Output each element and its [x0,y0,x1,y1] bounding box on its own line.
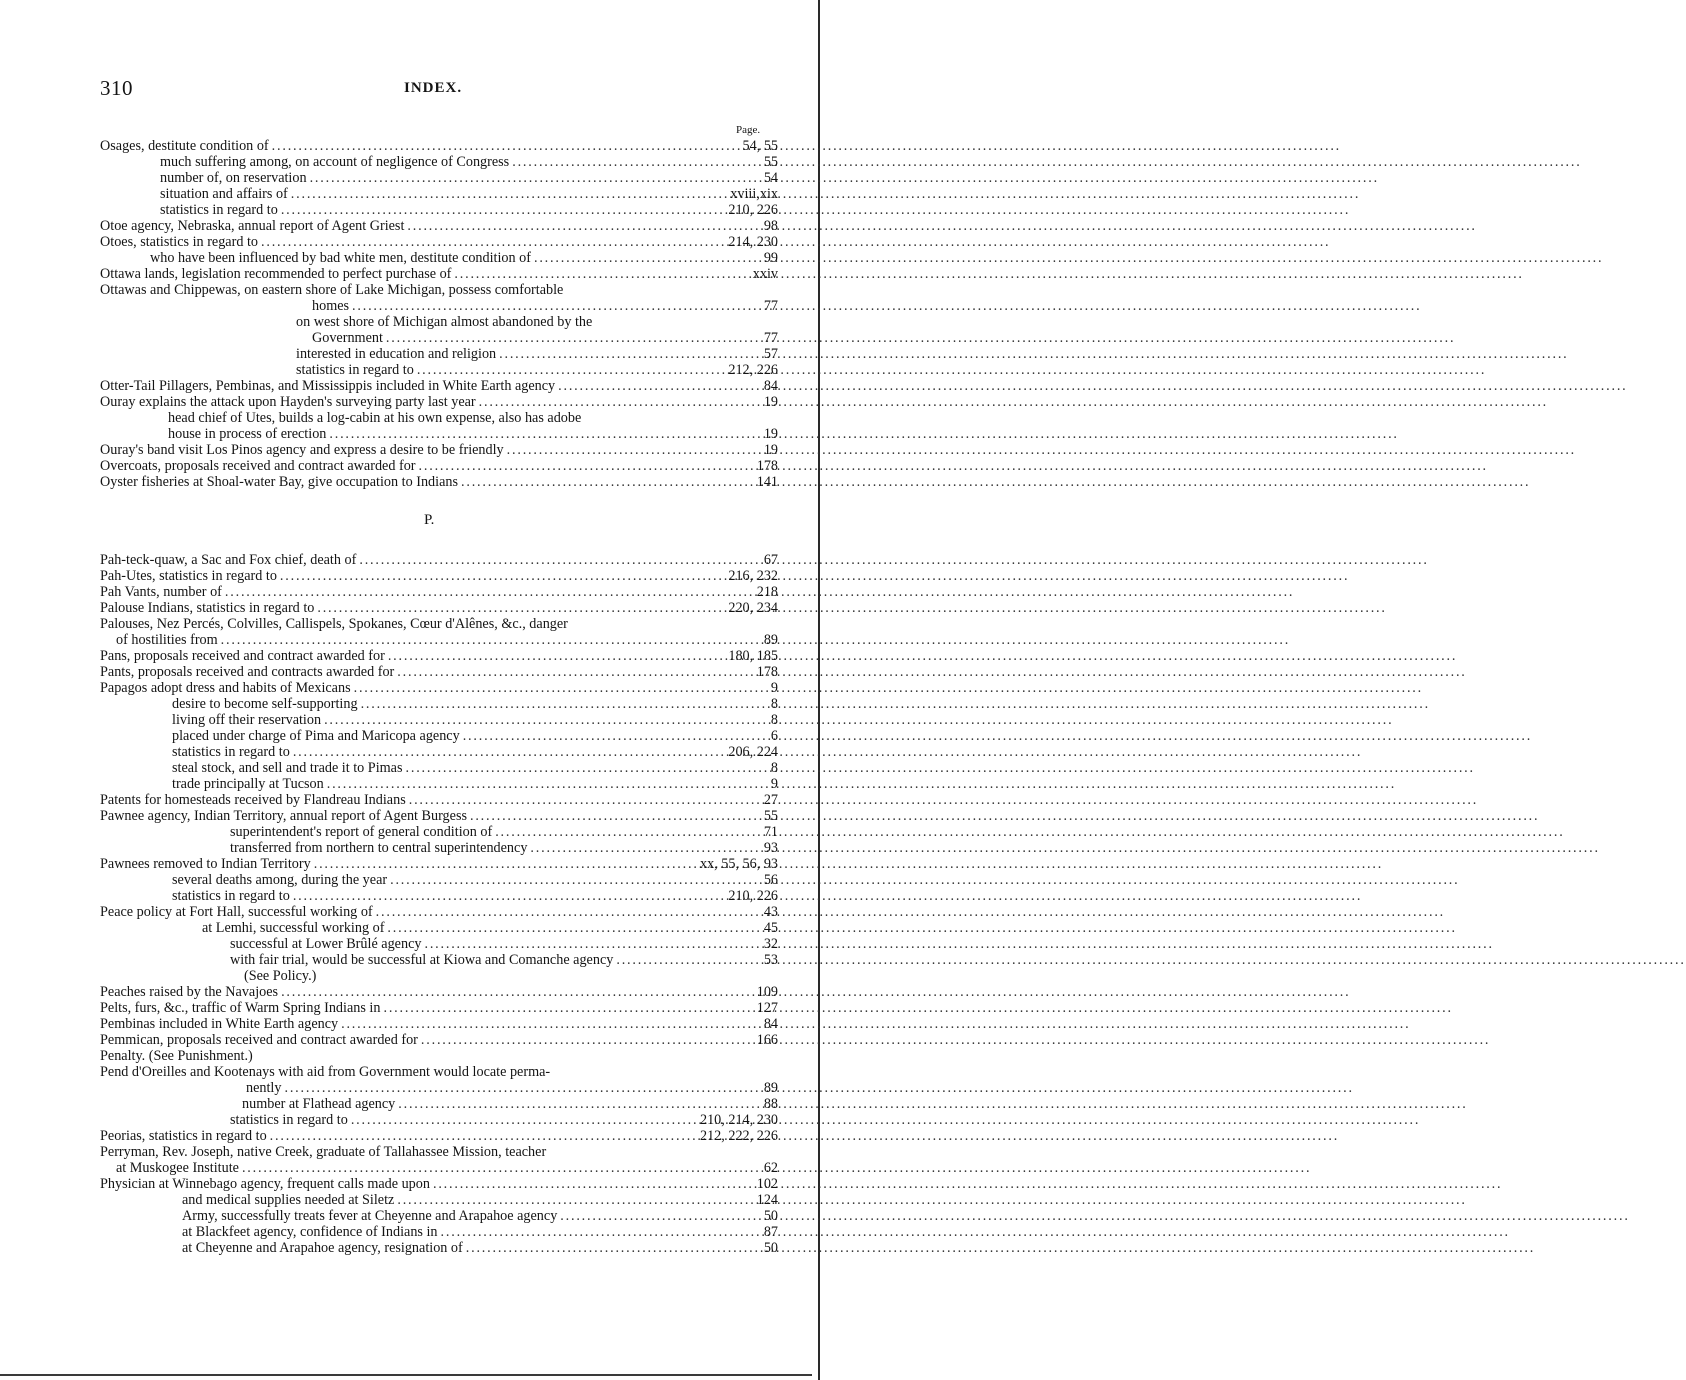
index-entry [172,888,778,904]
index-entry [100,984,778,1000]
leader-dots [386,330,761,346]
index-entry [160,202,778,218]
leader-dots [261,234,725,250]
entry-page-ref: 54 [763,170,778,186]
entry-text: Peace policy at Fort Hall, successful working of [100,904,373,920]
leader-dots [417,362,726,378]
entry-page-ref: 216, 232 [728,568,778,584]
leader-dots [359,552,760,568]
section-letter: P. [424,512,435,528]
index-entry [100,1144,778,1160]
index-entry [230,840,778,856]
index-entry [296,362,778,378]
entry-page-ref: 210, 226 [728,202,778,218]
leader-dots [495,824,761,840]
entry-text: superintendent's report of general condition of [230,824,493,840]
leader-dots [293,744,726,760]
leader-dots [512,154,761,170]
entry-text: Pemmican, proposals received and contract awarded for [100,1032,418,1048]
leader-dots [388,648,726,664]
entry-page-ref: 99 [763,250,778,266]
entry-page-ref: 55 [763,808,778,824]
index-entry [100,282,778,298]
leader-dots [560,1208,761,1224]
entry-text: Ouray explains the attack upon Hayden's surveying party last year [100,394,476,410]
entry-page-ref: 109 [756,984,778,1000]
entry-text: statistics in regard to [172,888,290,904]
leader-dots [341,1016,761,1032]
leader-dots [463,728,768,744]
entry-text: Papagos adopt dress and habits of Mexicans [100,680,351,696]
entry-text: living off their reservation [172,712,322,728]
entry-text: Otoes, statistics in regard to [100,234,259,250]
entry-text: Palouse Indians, statistics in regard to [100,600,315,616]
entry-page-ref: 50 [763,1208,778,1224]
leader-dots [390,872,761,888]
entry-text: on west shore of Michigan almost abandoned by the [296,314,593,330]
index-entry [182,1192,778,1208]
index-entry [100,584,778,600]
entry-page-ref: 212, 222, 226 [699,1128,778,1144]
index-entry [296,346,778,362]
entry-page-ref: xx, 55, 56, 93 [699,856,778,872]
leader-dots [530,840,760,856]
entry-text: at Muskogee Institute [116,1160,239,1176]
leader-dots [293,888,726,904]
leader-dots [534,250,761,266]
page-column-heading: Page. [736,124,761,136]
page-number: 310 [100,76,133,100]
entry-page-ref: 53 [763,952,778,968]
index-entry [100,1032,778,1048]
entry-page-ref: 141 [756,474,778,490]
entry-page-ref: 54, 55 [742,138,778,154]
entry-text: Otter-Tail Pillagers, Pembinas, and Mississippis included in White Earth agency [100,378,556,394]
index-entry [168,410,778,426]
entry-text: house in process of erection [168,426,327,442]
entry-text: at Cheyenne and Arapahoe agency, resignation of [182,1240,463,1256]
index-entry [100,474,778,490]
leader-dots [441,1224,761,1240]
entry-page-ref: 45 [763,920,778,936]
leader-dots [397,664,753,680]
index-entry [172,728,778,744]
leader-dots [270,1128,697,1144]
entry-text: Ottawa lands, legislation recommended to perfect purchase of [100,266,452,282]
entry-text: (See Policy.) [244,968,317,984]
index-page [0,0,826,1380]
index-entry [202,920,778,936]
entry-page-ref: 180, 185 [728,648,778,664]
leader-dots [397,1192,753,1208]
leader-dots [387,920,760,936]
entry-page-ref: 6 [770,728,778,744]
entry-text: Ottawas and Chippewas, on eastern shore of Lake Michigan, possess comfortable [100,282,564,298]
entry-text: Oyster fisheries at Shoal-water Bay, give occupation to Indians [100,474,458,490]
entry-text: several deaths among, during the year [172,872,388,888]
entry-text: at Lemhi, successful working of [202,920,385,936]
entry-text: Pelts, furs, &c., traffic of Warm Spring Indians in [100,1000,381,1016]
leader-dots [272,138,740,154]
entry-text: Overcoats, proposals received and contract awarded for [100,458,416,474]
index-entry [242,1096,778,1112]
entry-page-ref: 178 [756,664,778,680]
index-entry [100,1000,778,1016]
entry-text: interested in education and religion [296,346,497,362]
index-entry [182,1224,778,1240]
entry-page-ref: 32 [763,936,778,952]
entry-page-ref: 62 [763,1160,778,1176]
leader-dots [616,952,760,968]
index-entry [100,138,778,154]
entry-page-ref: 89 [763,632,778,648]
index-entry [230,952,778,968]
index-entry [100,904,778,920]
entry-text: Patents for homesteads received by Flandreau Indians [100,792,406,808]
entry-page-ref: 88 [763,1096,778,1112]
entry-text: Perryman, Rev. Joseph, native Creek, graduate of Tallahassee Mission, teacher [100,1144,547,1160]
entry-page-ref: 212, 226 [728,362,778,378]
entry-text: Osages, destitute condition of [100,138,269,154]
leader-dots [284,1080,760,1096]
leader-dots [354,680,768,696]
leader-dots [479,394,761,410]
leader-dots [421,1032,754,1048]
leader-dots [383,1000,753,1016]
entry-text: who have been influenced by bad white men, destitute condition of [150,250,531,266]
entry-page-ref: 218 [756,584,778,600]
page-edge-bottom [0,1374,812,1376]
entry-text: trade principally at Tucson [172,776,324,792]
index-entry [100,616,778,632]
entry-page-ref: 8 [770,712,778,728]
entry-page-ref: 84 [763,378,778,394]
entry-text: at Blackfeet agency, confidence of Indians in [182,1224,438,1240]
leader-dots [221,632,761,648]
entry-text: Pah-teck-quaw, a Sac and Fox chief, death of [100,552,357,568]
entry-text: statistics in regard to [230,1112,348,1128]
index-entry [296,314,778,330]
leader-dots [310,170,761,186]
entry-text: transferred from northern to central superintendency [230,840,528,856]
index-entry [172,696,778,712]
entry-text: Physician at Winnebago agency, frequent calls made upon [100,1176,430,1192]
entry-text: and medical supplies needed at Siletz [182,1192,395,1208]
entry-text: number at Flathead agency [242,1096,396,1112]
index-entry [100,266,778,282]
index-entry [160,154,778,170]
index-entry [100,680,778,696]
entry-page-ref: 9 [770,776,778,792]
leader-dots [351,1112,697,1128]
entry-page-ref: 127 [756,1000,778,1016]
leader-dots [281,984,754,1000]
index-entry [116,632,778,648]
running-head: INDEX. [404,80,463,96]
entry-page-ref: 19 [763,394,778,410]
entry-page-ref: xxiv [752,266,778,282]
entry-text: homes [312,298,350,314]
index-entry [168,426,778,442]
entry-text: Pah Vants, number of [100,584,222,600]
entry-text: Pawnees removed to Indian Territory [100,856,311,872]
index-entry [100,1176,778,1192]
entry-text: desire to become self-supporting [172,696,358,712]
entry-page-ref: 178 [756,458,778,474]
leader-dots [409,792,761,808]
entry-text: Penalty. (See Punishment.) [100,1048,253,1064]
index-entry [172,744,778,760]
leader-dots [507,442,761,458]
entry-page-ref: 210, 226 [728,888,778,904]
entry-text: Pants, proposals received and contracts awarded for [100,664,395,680]
index-entry [246,1080,778,1096]
entry-text: number of, on reservation [160,170,307,186]
entry-page-ref: 55 [763,154,778,170]
entry-text: Pend d'Oreilles and Kootenays with aid from Government would locate perma- [100,1064,551,1080]
leader-dots [407,218,760,234]
index-entry [172,872,778,888]
entry-text: Pah-Utes, statistics in regard to [100,568,277,584]
leader-dots [281,202,726,218]
entry-text: Otoe agency, Nebraska, annual report of Agent Griest [100,218,405,234]
entry-page-ref: 84 [763,1016,778,1032]
index-entry [100,394,778,410]
index-entry [244,968,778,984]
entry-page-ref: 166 [756,1032,778,1048]
index-entry [150,250,778,266]
index-entry [312,298,778,314]
entry-text: much suffering among, on account of negligence of Congress [160,154,510,170]
leader-dots [280,568,725,584]
index-entry [100,442,778,458]
leader-dots [376,904,761,920]
index-entry [230,936,778,952]
index-entry [100,856,778,872]
entry-text: nently [246,1080,282,1096]
entry-text: Peorias, statistics in regard to [100,1128,267,1144]
index-entry [100,1016,778,1032]
index-entry [100,600,778,616]
entry-page-ref: 57 [763,346,778,362]
entry-page-ref: 71 [763,824,778,840]
entry-page-ref: 19 [763,442,778,458]
entry-page-ref: 19 [763,426,778,442]
entry-page-ref: 43 [763,904,778,920]
index-entry [172,776,778,792]
index-entry [100,458,778,474]
leader-dots [352,298,761,314]
index-entry [100,664,778,680]
index-entry [230,824,778,840]
entry-page-ref: 206, 224 [728,744,778,760]
index-entry [172,712,778,728]
index-entry [100,568,778,584]
index-entry [100,552,778,568]
entry-text: steal stock, and sell and trade it to Pimas [172,760,403,776]
index-entry [100,1128,778,1144]
leader-dots [398,1096,761,1112]
entry-text: statistics in regard to [296,362,414,378]
leader-dots [291,186,728,202]
entry-page-ref: 8 [770,760,778,776]
entry-page-ref: 102 [756,1176,778,1192]
leader-dots [361,696,768,712]
entry-page-ref: 27 [763,792,778,808]
entry-page-ref: 220, 234 [728,600,778,616]
entry-page-ref: 77 [763,330,778,346]
index-entry [100,648,778,664]
index-entry [160,186,778,202]
entry-text: Government [312,330,383,346]
leader-dots [499,346,761,362]
entry-text: statistics in regard to [172,744,290,760]
leader-dots [324,712,768,728]
leader-dots [558,378,761,394]
entry-page-ref: 56 [763,872,778,888]
entry-page-ref: 214, 230 [728,234,778,250]
entry-page-ref: xviii,xix [730,186,778,202]
entry-page-ref: 87 [763,1224,778,1240]
leader-dots [242,1160,761,1176]
entry-page-ref: 124 [756,1192,778,1208]
entry-page-ref: 9 [770,680,778,696]
leader-dots [225,584,754,600]
leader-dots [329,426,760,442]
entry-text: of hostilities from [116,632,218,648]
index-entry [230,1112,778,1128]
leader-dots [314,856,697,872]
entry-text: head chief of Utes, builds a log-cabin at his own expense, also has adobe [168,410,582,426]
leader-dots [461,474,754,490]
entry-text: successful at Lower Brûlé agency [230,936,422,952]
entry-text: statistics in regard to [160,202,278,218]
leader-dots [433,1176,754,1192]
index-entry [312,330,778,346]
index-entry [100,218,778,234]
entry-page-ref: 50 [763,1240,778,1256]
entry-text: situation and affairs of [160,186,288,202]
leader-dots [466,1240,761,1256]
index-entry [160,170,778,186]
index-entry [172,760,778,776]
index-entry [100,1064,778,1080]
entry-text: Palouses, Nez Percés, Colvilles, Callispels, Spokanes, Cœur d'Alênes, &c., danger [100,616,568,632]
entry-page-ref: 93 [763,840,778,856]
entry-page-ref: 67 [763,552,778,568]
entry-page-ref: 89 [763,1080,778,1096]
entry-text: Army, successfully treats fever at Cheyenne and Arapahoe agency [182,1208,558,1224]
entry-text: Pembinas included in White Earth agency [100,1016,339,1032]
leader-dots [419,458,754,474]
index-entry [182,1240,778,1256]
leader-dots [317,600,725,616]
index-entry [100,792,778,808]
entry-page-ref: 8 [770,696,778,712]
entry-page-ref: 210, 214, 230 [699,1112,778,1128]
index-entry [100,808,778,824]
entry-text: Pawnee agency, Indian Territory, annual report of Agent Burgess [100,808,467,824]
entry-text: placed under charge of Pima and Maricopa agency [172,728,460,744]
entry-text: Ouray's band visit Los Pinos agency and express a desire to be friendly [100,442,504,458]
index-entry [100,234,778,250]
entry-page-ref: 98 [763,218,778,234]
entry-text: with fair trial, would be successful at Kiowa and Comanche agency [230,952,614,968]
index-entry [100,378,778,394]
leader-dots [470,808,761,824]
leader-dots [406,760,768,776]
entry-text: Peaches raised by the Navajoes [100,984,279,1000]
entry-page-ref: 77 [763,298,778,314]
index-entry [116,1160,778,1176]
index-entry [182,1208,778,1224]
leader-dots [454,266,749,282]
entry-text: Pans, proposals received and contract awarded for [100,648,385,664]
index-entry [100,1048,778,1064]
leader-dots [424,936,760,952]
leader-dots [327,776,768,792]
